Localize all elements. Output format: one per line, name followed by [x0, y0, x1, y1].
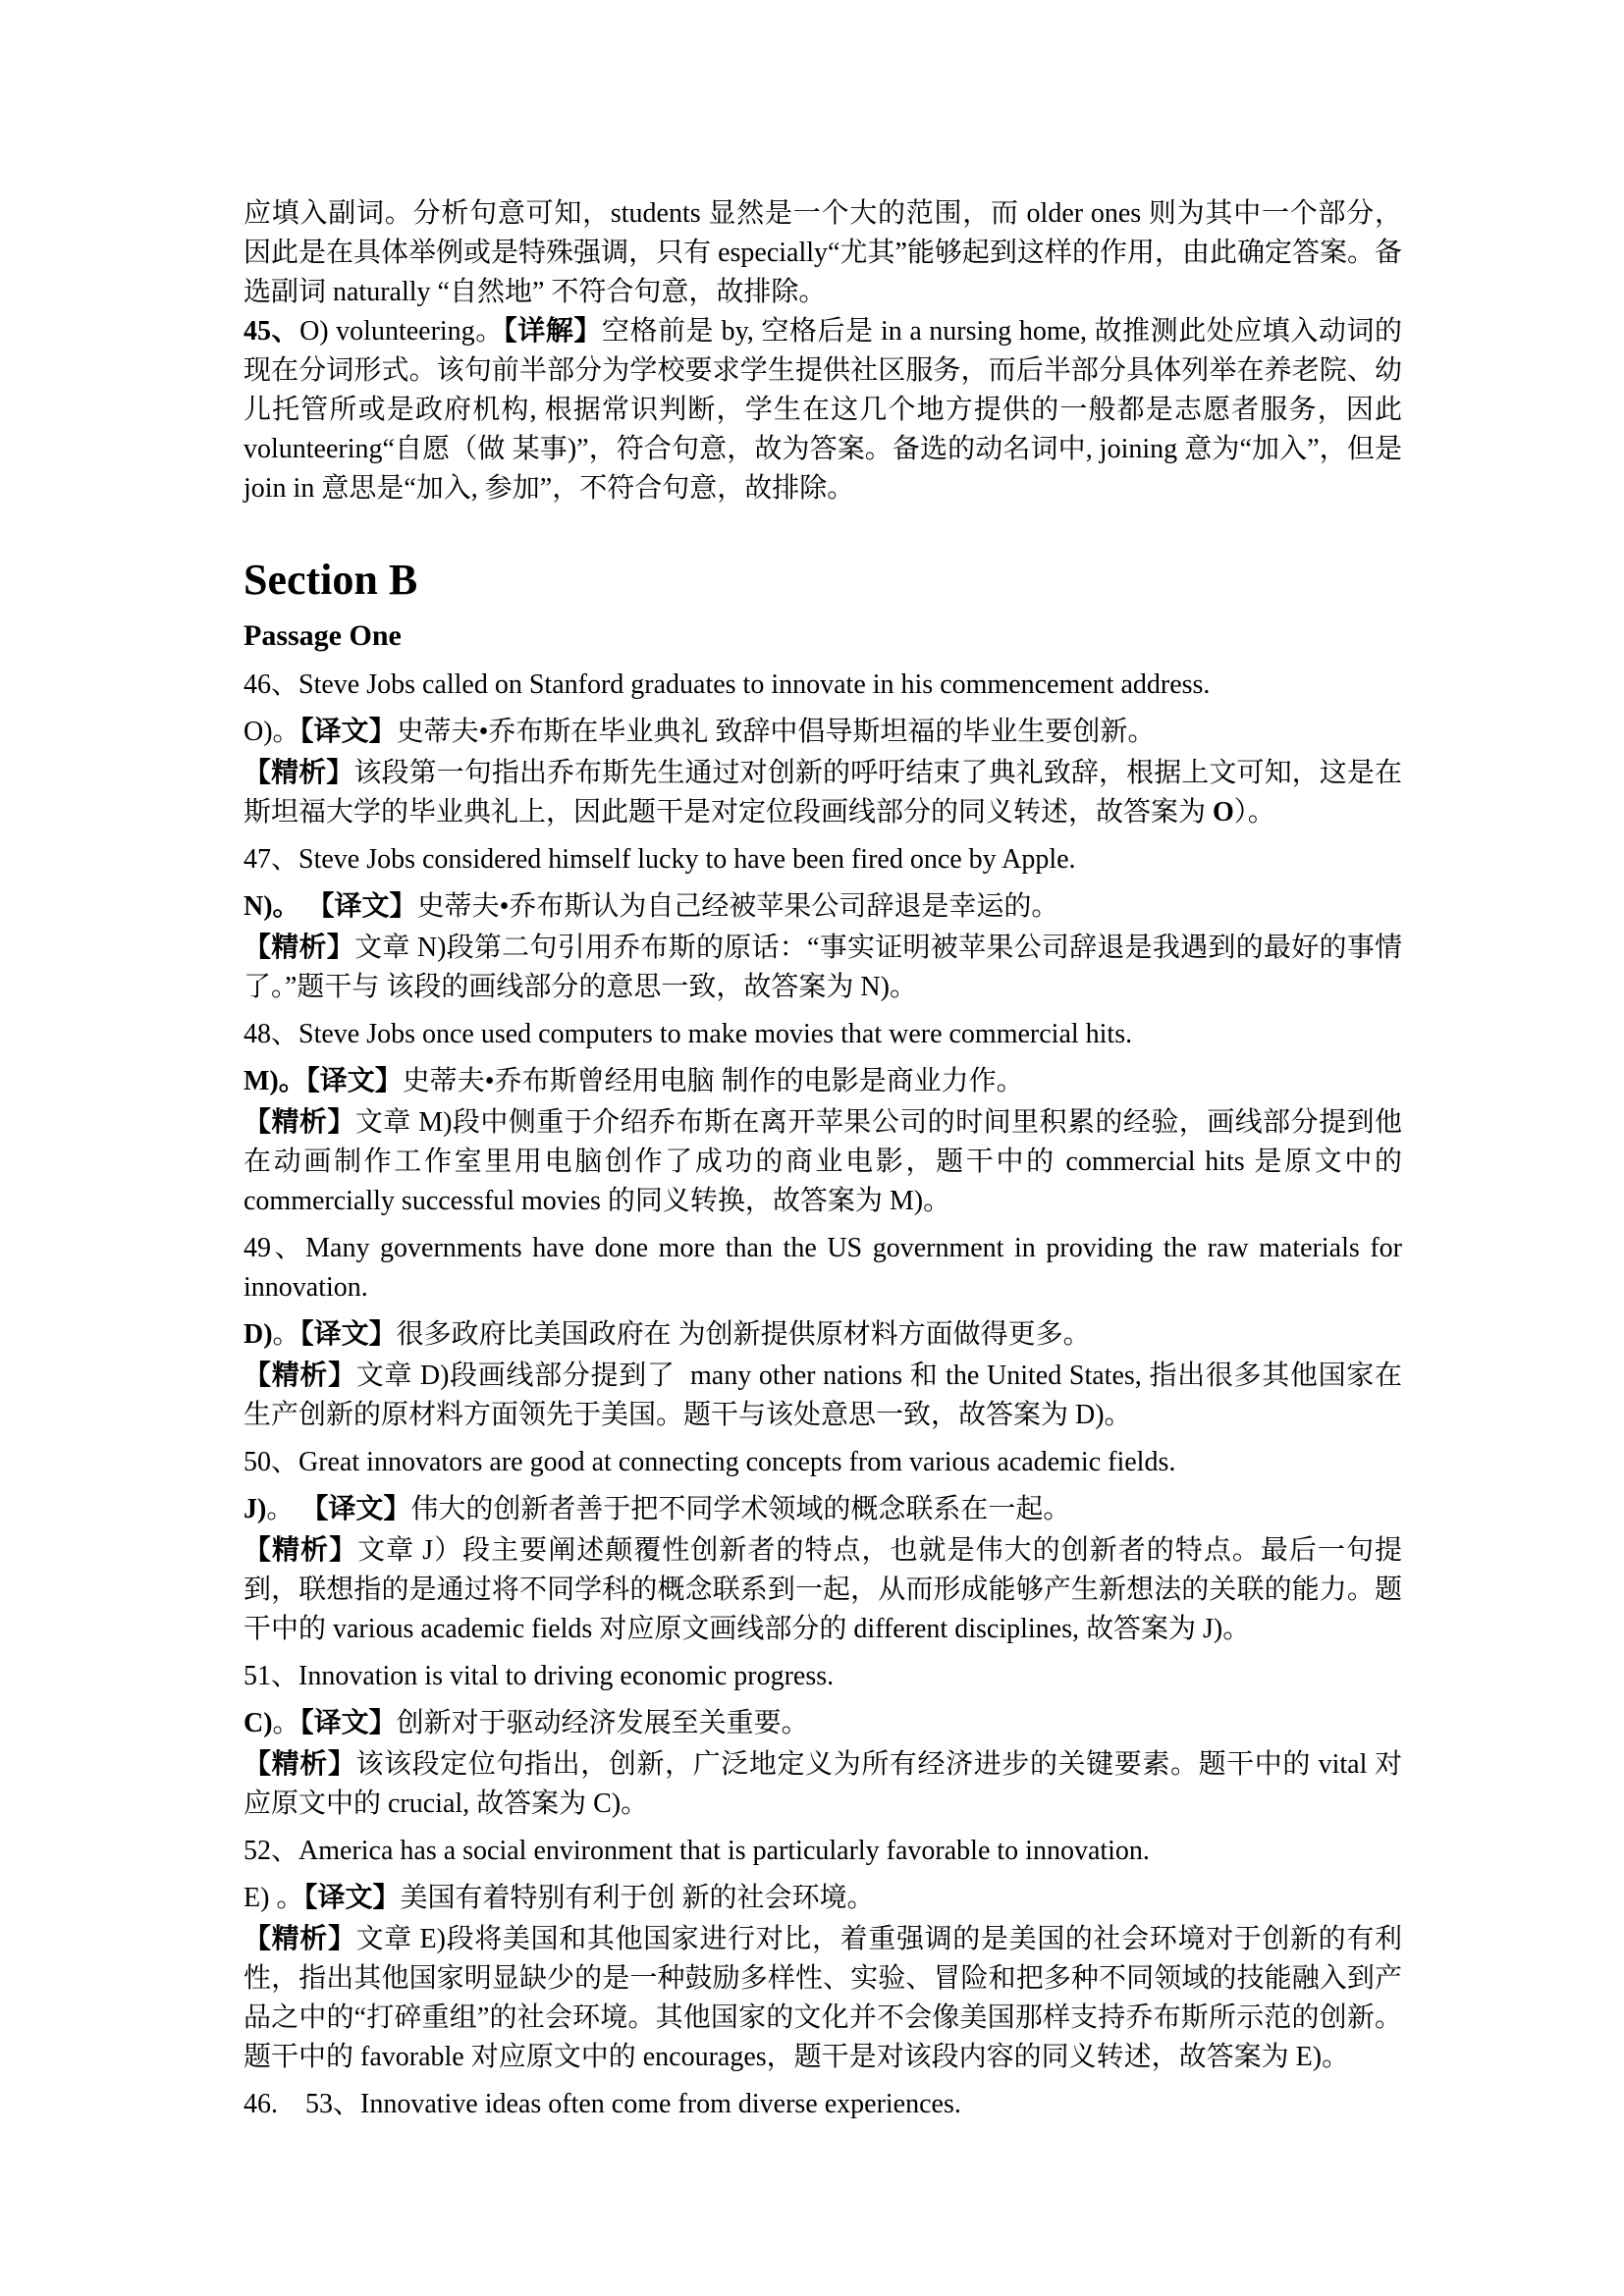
- question-51: [244, 1657, 1402, 1696]
- text-run-bold: 【译文】: [299, 1708, 397, 1738]
- question-50: [244, 1443, 1402, 1482]
- text-run: 52、America has a social environment that is particularly favorable to innovation.: [244, 1836, 1150, 1866]
- text-run: ）。: [1233, 797, 1275, 828]
- text-run: 创新对于驱动经济发展至关重要。: [396, 1708, 809, 1738]
- text-run: 48、Steve Jobs once used computers to make movies that were commercial hits.: [244, 1019, 1133, 1049]
- text-run: 很多政府比美国政府在 为创新提供原材料方面做得更多。: [396, 1319, 1091, 1350]
- text-run-bold: Section B: [244, 556, 418, 604]
- text-run: O) volunteering。: [299, 316, 504, 347]
- question-49: [244, 1229, 1402, 1308]
- answer-47-translation: [244, 887, 1402, 927]
- para-44-explanation-tail: [244, 194, 1402, 312]
- text-run: 文章 D)段画线部分提到了 many other nations 和 the United States, 指出很多其他国家在生产创新的原材料方面领先于美国。题干与该处意思一致，故答案为 D)。: [244, 1361, 1402, 1430]
- text-run: 47、Steve Jobs considered himself lucky to have been fired once by Apple.: [244, 844, 1076, 875]
- text-run-bold: N)。: [244, 891, 300, 922]
- text-run-bold: 【精析】: [244, 1535, 358, 1566]
- answer-51-analysis: [244, 1745, 1402, 1824]
- text-run: 文章 E)段将美国和其他国家进行对比，着重强调的是美国的社会环境对于创新的有利性，指出其他国家明显缺少的是一种鼓励多样性、实验、冒险和把多种不同领域的技能融入到产品之中的“打碎重组”的社会环境。其他国家的文化并不会像美国那样支持乔布斯所示范的创新。题干中的 favorable 对应原文中的 encourages，题干是对该段内容的同义转述，故答案为 E)。: [244, 1924, 1402, 2072]
- text-run-bold: 【精析】: [244, 1361, 356, 1391]
- heading-passage-one: [244, 614, 1402, 658]
- answer-49-analysis: [244, 1357, 1402, 1435]
- text-run-bold: 【精析】: [244, 758, 354, 788]
- text-run: 史蒂夫•乔布斯在毕业典礼 致辞中倡导斯坦福的毕业生要创新。: [396, 717, 1156, 747]
- text-run-bold: M)。: [244, 1066, 306, 1096]
- text-run: 。: [272, 1319, 300, 1350]
- question-53: [244, 2085, 1402, 2124]
- question-48: [244, 1015, 1402, 1054]
- text-run: [300, 891, 307, 922]
- text-run: 史蒂夫•乔布斯认为自己经被苹果公司辞退是幸运的。: [416, 891, 1059, 922]
- text-run-bold: 【精析】: [244, 1107, 355, 1138]
- answer-46-analysis: [244, 754, 1402, 832]
- text-run: 空格前是 by, 空格后是 in a nursing home, 故推测此处应填入动词的现在分词形式。该句前半部分为学校要求学生提供社区服务，而后半部分具体列举在养老院、幼儿托管所或是政府机构, 根据常识判断，学生在这几个地方提供的一般都是志愿者服务，因此 volunteering“自愿（做 某事)”，符合句意，故为答案。备选的动名词中, joining 意为“加入”，但是 join in 意思是“加入, 参加”，不符合句意，故排除。: [244, 316, 1402, 504]
- text-run: 史蒂夫•乔布斯曾经用电脑 制作的电影是商业力作。: [402, 1066, 1024, 1096]
- text-run: 46、Steve Jobs called on Stanford graduates to innovate in his commencement address.: [244, 669, 1211, 700]
- answer-48-analysis: [244, 1103, 1402, 1221]
- text-run: 该该段定位句指出，创新，广泛地定义为所有经济进步的关键要素。题干中的 vital 对应原文中的 crucial, 故答案为 C)。: [244, 1749, 1402, 1819]
- text-run: E) 。: [244, 1883, 304, 1913]
- answer-52-analysis: [244, 1920, 1402, 2077]
- text-run-bold: 【译文】: [299, 717, 397, 747]
- text-run: 文章 N)段第二句引用乔布斯的原话：“事实证明被苹果公司辞退是我遇到的最好的事情了。”题干与 该段的画线部分的意思一致，故答案为 N)。: [244, 933, 1402, 1002]
- answer-47-analysis: [244, 929, 1402, 1007]
- text-run-bold: C): [244, 1708, 273, 1738]
- text-run: 46. 53、Innovative ideas often come from diverse experiences.: [244, 2089, 961, 2119]
- text-run-bold: 【译文】: [305, 1066, 403, 1096]
- text-run-bold: 【精析】: [244, 1749, 356, 1780]
- text-run: 该段第一句指出乔布斯先生通过对创新的呼吁结束了典礼致辞，根据上文可知，这是在斯坦福大学的毕业典礼上，因此题干是对定位段画线部分的同义转述，故答案为: [244, 758, 1402, 828]
- text-run-bold: O: [1213, 797, 1234, 828]
- text-run: O)。: [244, 717, 300, 747]
- text-run-bold: 【精析】: [244, 1924, 356, 1954]
- answer-51-translation: [244, 1704, 1402, 1743]
- text-run-bold: 【译文】: [299, 1319, 397, 1350]
- para-45-answer: [244, 312, 1402, 508]
- answer-52-translation: [244, 1879, 1402, 1918]
- answer-50-analysis: [244, 1531, 1402, 1649]
- question-52: [244, 1832, 1402, 1871]
- text-run-bold: J): [244, 1494, 267, 1524]
- text-run-bold: 【译文】: [306, 891, 417, 922]
- question-47: [244, 840, 1402, 880]
- answer-49-translation: [244, 1315, 1402, 1355]
- text-run-bold: Passage One: [244, 619, 402, 652]
- question-46: [244, 666, 1402, 705]
- text-run-bold: 【译文】: [300, 1494, 411, 1524]
- text-run: 。: [266, 1494, 301, 1524]
- heading-section-b: [244, 552, 1402, 609]
- text-run: 51、Innovation is vital to driving economic progress.: [244, 1661, 835, 1691]
- text-run-bold: 【精析】: [244, 933, 355, 963]
- text-run: 应填入副词。分析句意可知，students 显然是一个大的范围，而 older ones 则为其中一个部分，因此是在具体举例或是特殊强调，只有 especially“尤其”能够起到这样的作用，由此确定答案。备选副词 naturally “自然地” 不符合句意，故排除。: [244, 198, 1402, 307]
- text-run-bold: 45、: [244, 316, 300, 347]
- answer-48-translation: [244, 1062, 1402, 1101]
- answer-46-translation: [244, 713, 1402, 752]
- text-run: 文章 M)段中侧重于介绍乔布斯在离开苹果公司的时间里积累的经验，画线部分提到他在动画制作工作室里用电脑创作了成功的商业电影，题干中的 commercial hits 是原文中的 commercially successful movies 的同义转换，故答案为 M)。: [244, 1107, 1402, 1216]
- text-run: 文章 J）段主要阐述颠覆性创新者的特点，也就是伟大的创新者的特点。最后一句提到，联想指的是通过将不同学科的概念联系到一起，从而形成能够产生新想法的关联的能力。题干中的 various academic fields 对应原文画线部分的 different disciplines, 故答案为 J)。: [244, 1535, 1402, 1644]
- text-run-bold: 【译文】: [303, 1883, 401, 1913]
- answer-50-translation: [244, 1490, 1402, 1529]
- text-run: 49、Many governments have done more than the US government in providing the raw materials for innovation.: [244, 1233, 1402, 1303]
- text-run-bold: 【详解】: [503, 316, 602, 347]
- text-run: 。: [272, 1708, 300, 1738]
- text-run: 伟大的创新者善于把不同学术领域的概念联系在一起。: [410, 1494, 1071, 1524]
- text-run: 50、Great innovators are good at connecting concepts from various academic fields.: [244, 1447, 1176, 1477]
- text-run-bold: D): [244, 1319, 273, 1350]
- text-run: 美国有着特别有利于创 新的社会环境。: [400, 1883, 875, 1913]
